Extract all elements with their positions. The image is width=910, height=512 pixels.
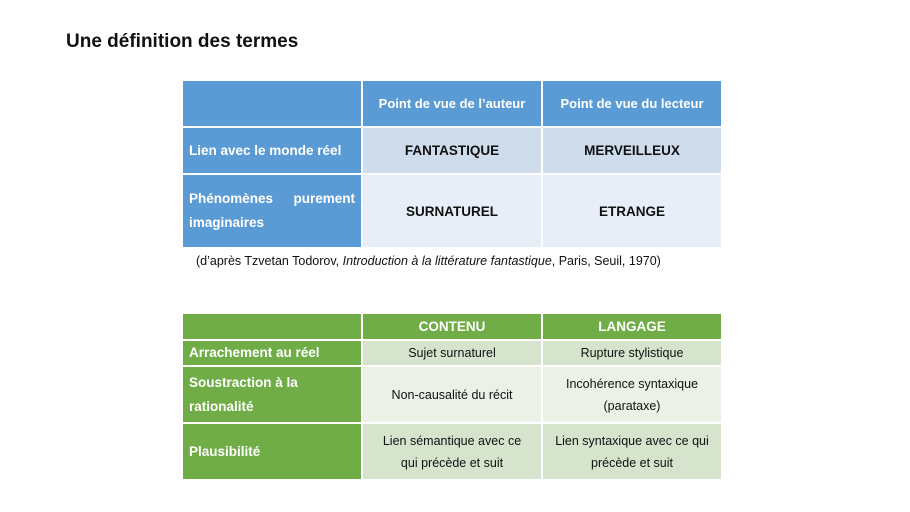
row-label-arrachement: Arrachement au réel [182,340,362,366]
cell-line: Incohérence syntaxique [565,376,699,391]
table-row [182,174,722,248]
definitions-table [181,79,723,249]
cell-etrange: ETRANGE [542,174,722,248]
cell-line: (parataxe) [603,398,661,413]
header-author-viewpoint: Point de vue de l’auteur [362,80,542,127]
citation-suffix: , Paris, Seuil, 1970) [551,254,661,268]
citation-prefix: (d’après Tzvetan Todorov, [196,254,343,268]
table-row [182,423,722,480]
table-row [182,366,722,423]
header-empty-cell [182,313,362,340]
row-label-soustraction [182,366,362,423]
cell-fantastique: FANTASTIQUE [362,127,542,174]
header-langage: LANGAGE [542,313,722,340]
cell-line: Lien sémantique avec ce [382,433,522,448]
header-reader-viewpoint: Point de vue du lecteur [542,80,722,127]
table-header-row [182,80,722,127]
row-label-plausibilite: Plausibilité [182,423,362,480]
cell-lien-semantique [362,423,542,480]
header-empty-cell [182,80,362,127]
content-language-table [181,312,723,481]
table-row [182,340,722,366]
cell-sujet-surnaturel: Sujet surnaturel [362,340,542,366]
page-title: Une définition des termes [66,31,299,52]
table-header-row [182,313,722,340]
cell-rupture-stylistique: Rupture stylistique [542,340,722,366]
cell-line: précède et suit [591,455,673,470]
source-citation [196,254,661,268]
cell-non-causalite: Non-causalité du récit [362,366,542,423]
row-label-line: rationalité [189,398,254,414]
row-label-line: Soustraction à la [189,374,298,390]
cell-surnaturel: SURNATUREL [362,174,542,248]
citation-book-title: Introduction à la littérature fantastique [342,254,552,268]
cell-incoherence-syntaxique [542,366,722,423]
header-contenu: CONTENU [362,313,542,340]
cell-merveilleux: MERVEILLEUX [542,127,722,174]
row-label-real-world-link: Lien avec le monde réel [182,127,362,174]
row-label-line: imaginaires [189,215,265,230]
row-label-line: Phénomènes purement [189,191,355,206]
cell-line: Lien syntaxique avec ce qui [555,433,709,448]
cell-line: qui précède et suit [400,455,504,470]
row-label-imaginary-phenomena [182,174,362,248]
cell-lien-syntaxique [542,423,722,480]
table-row [182,127,722,174]
